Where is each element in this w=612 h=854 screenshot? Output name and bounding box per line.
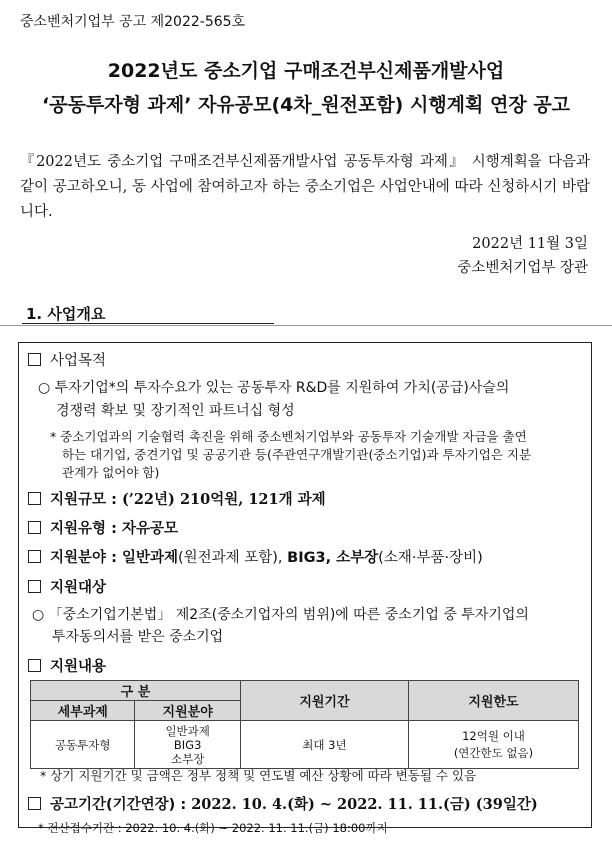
target-line1: ○ 「중소기업기본법」 제2조(중소기업자의 범위)에 따른 중소기업 중 투자기업의 bbox=[32, 607, 529, 623]
square-bullet-icon bbox=[28, 550, 41, 563]
field-item: 지원분야 : 일반과제(원전과제 포함), BIG3, 소부장(소재·부품·장비) bbox=[28, 546, 483, 567]
purpose-bullet-line2: 경쟁력 확보 및 장기적인 파트너십 형성 bbox=[56, 403, 295, 419]
cell-task: 공동투자형 bbox=[31, 721, 135, 769]
section-title: 1. 사업개요 bbox=[22, 303, 274, 324]
page-title-line2: ‘공동투자형 과제’ 자유공모(4차_원전포함) 시행계획 연장 공고 bbox=[41, 94, 571, 116]
notice-number: 중소벤처기업부 공고 제2022-565호 bbox=[20, 14, 246, 30]
purpose-note-line3: 관계가 없어야 함) bbox=[62, 465, 160, 480]
notice-signer: 중소벤처기업부 장관 bbox=[457, 260, 588, 276]
table-header-limit: 지원한도 bbox=[408, 681, 578, 721]
purpose-note-line1: * 중소기업과의 기술협력 촉진을 위해 중소벤처기업부와 공동투자 기술개발 자금을 출연 bbox=[50, 429, 527, 444]
page-title-line1: 2022년도 중소기업 구매조건부신제품개발사업 bbox=[107, 60, 505, 82]
cell-field: 일반과제 BIG3 소부장 bbox=[135, 721, 241, 769]
table-header-field: 지원분야 bbox=[135, 701, 241, 721]
scale-item: 지원규모 : (’22년) 210억원, 121개 과제 bbox=[28, 488, 326, 509]
content-heading: 지원내용 bbox=[28, 655, 106, 676]
target-line2: 투자동의서를 받은 중소기업 bbox=[52, 629, 224, 645]
table-header-group: 구 분 bbox=[31, 681, 241, 701]
square-bullet-icon bbox=[28, 492, 41, 505]
square-bullet-icon bbox=[28, 353, 41, 366]
cell-period: 최대 3년 bbox=[240, 721, 408, 769]
table-header-period: 지원기간 bbox=[240, 681, 408, 721]
target-heading: 지원대상 bbox=[28, 576, 106, 597]
table-note: * 상기 지원기간 및 금액은 정부 정책 및 연도별 예산 상황에 따라 변동될 수 있음 bbox=[40, 768, 477, 783]
section-divider bbox=[0, 325, 612, 326]
period-item: 공고기간(기간연장) : 2022. 10. 4.(화) ~ 2022. 11. 11.(금) (39일간) bbox=[28, 793, 538, 814]
square-bullet-icon bbox=[28, 521, 41, 534]
square-bullet-icon bbox=[28, 659, 41, 672]
support-table bbox=[30, 680, 579, 769]
purpose-bullet-line1: ○ 투자기업*의 투자수요가 있는 공동투자 R&D를 지원하여 가치(공급)사슬의 bbox=[38, 380, 510, 396]
purpose-note-line2: 하는 대기업, 중견기업 및 공공기관 등(주관연구개발기관(중소기업)과 투자기업은 지분 bbox=[62, 447, 532, 462]
notice-date: 2022년 11월 3일 bbox=[472, 236, 588, 252]
reception-note: * 전산접수기간 : 2022. 10. 4.(화) ~ 2022. 11. 11.(금) 18:00까지 bbox=[38, 821, 388, 835]
table-row bbox=[31, 721, 579, 769]
table-header-task: 세부과제 bbox=[31, 701, 135, 721]
square-bullet-icon bbox=[28, 580, 41, 593]
type-item: 지원유형 : 자유공모 bbox=[28, 517, 178, 538]
cell-limit: 12억원 이내 (연간한도 없음) bbox=[408, 721, 578, 769]
purpose-heading: 사업목적 bbox=[28, 349, 106, 370]
intro-paragraph: 『2022년도 중소기업 구매조건부신제품개발사업 공동투자형 과제』 시행계획을 다음과 같이 공고하오니, 동 사업에 참여하고자 하는 중소기업은 사업안내에 따라 신청하시기 바랍니다. bbox=[20, 154, 590, 220]
square-bullet-icon bbox=[28, 797, 41, 810]
